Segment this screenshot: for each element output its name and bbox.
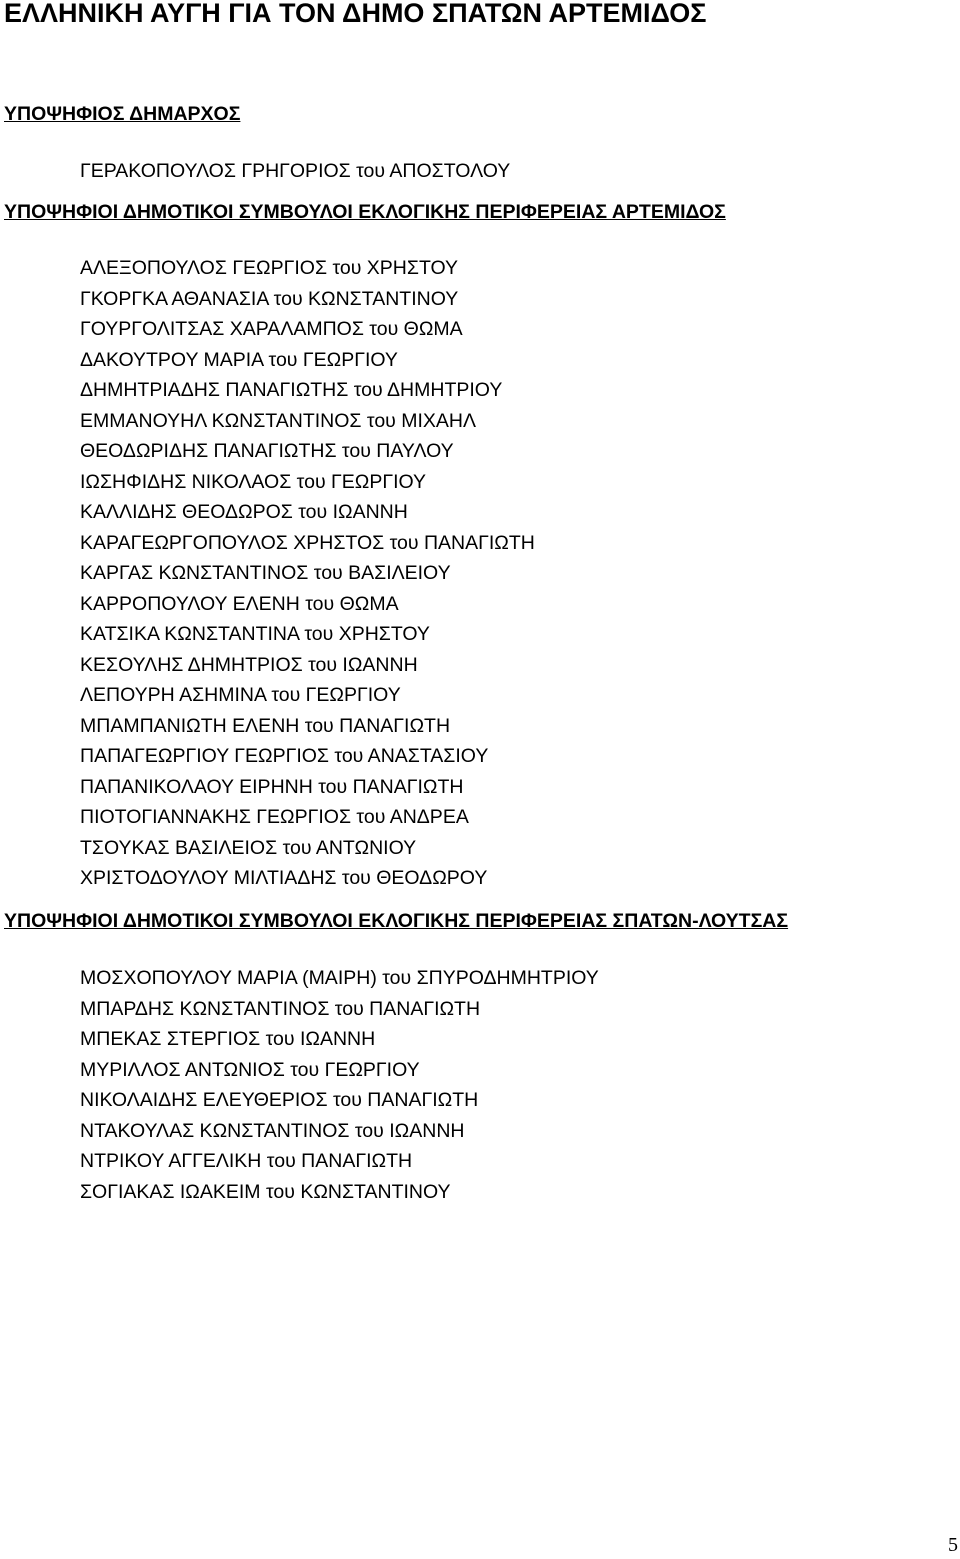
candidate-name: ΚΑΤΣΙΚΑ ΚΩΝΣΤΑΝΤΙΝΑ του ΧΡΗΣΤΟΥ — [80, 623, 430, 645]
candidate-name: ΚΕΣΟΥΛΗΣ ΔΗΜΗΤΡΙΟΣ του ΙΩΑΝΝΗ — [80, 653, 418, 676]
candidate-name: ΣΟΓΙΑΚΑΣ ΙΩΑΚΕΙΜ του ΚΩΝΣΤΑΝΤΙΝΟΥ — [80, 1180, 451, 1203]
candidate-name: ΔΗΜΗΤΡΙΑΔΗΣ ΠΑΝΑΓΙΩΤΗΣ του ΔΗΜΗΤΡΙΟΥ — [80, 379, 503, 401]
candidate-name: ΧΡΙΣΤΟΔΟΥΛΟΥ ΜΙΛΤΙΑΔΗΣ του ΘΕΟΔΩΡΟΥ — [80, 867, 488, 889]
candidate-name: ΑΛΕΞΟΠΟΥΛΟΣ ΓΕΩΡΓΙΟΣ του ΧΡΗΣΤΟΥ — [80, 257, 459, 279]
candidate-name: ΠΙΟΤΟΓΙΑΝΝΑΚΗΣ ΓΕΩΡΓΙΟΣ του ΑΝΔΡΕΑ — [80, 806, 469, 828]
candidate-name: ΓΟΥΡΓΟΛΙΤΣΑΣ ΧΑΡΑΛΑΜΠΟΣ του ΘΩΜΑ — [80, 318, 463, 340]
artemida-section-heading: ΥΠΟΨΗΦΙΟΙ ΔΗΜΟΤΙΚΟΙ ΣΥΜΒΟΥΛΟΙ ΕΚΛΟΓΙΚΗΣ ΠΕΡΙΦΕΡΕΙΑΣ ΑΡΤΕΜΙΔΟΣ — [4, 201, 726, 223]
candidate-name: ΝΤΑΚΟΥΛΑΣ ΚΩΝΣΤΑΝΤΙΝΟΣ του ΙΩΑΝΝΗ — [80, 1119, 465, 1142]
document-title: ΕΛΛΗΝΙΚΗ ΑΥΓΗ ΓΙΑ ΤΟΝ ΔΗΜΟ ΣΠΑΤΩΝ ΑΡΤΕΜΙΔΟΣ — [4, 0, 707, 28]
candidate-name: ΝΙΚΟΛΑΙΔΗΣ ΕΛΕΥΘΕΡΙΟΣ του ΠΑΝΑΓΙΩΤΗ — [80, 1089, 479, 1111]
candidate-name: ΚΑΡΑΓΕΩΡΓΟΠΟΥΛΟΣ ΧΡΗΣΤΟΣ του ΠΑΝΑΓΙΩΤΗ — [80, 531, 535, 554]
candidate-name: ΓΚΟΡΓΚΑ ΑΘΑΝΑΣΙΑ του ΚΩΝΣΤΑΝΤΙΝΟΥ — [80, 287, 459, 310]
candidate-name: ΕΜΜΑΝΟΥΗΛ ΚΩΝΣΤΑΝΤΙΝΟΣ του ΜΙΧΑΗΛ — [80, 409, 477, 432]
candidate-name: ΚΑΛΛΙΔΗΣ ΘΕΟΔΩΡΟΣ του ΙΩΑΝΝΗ — [80, 501, 408, 523]
candidate-name: ΜΥΡΙΛΛΟΣ ΑΝΤΩΝΙΟΣ του ΓΕΩΡΓΙΟΥ — [80, 1058, 420, 1081]
candidate-name: ΠΑΠΑΓΕΩΡΓΙΟΥ ΓΕΩΡΓΙΟΣ του ΑΝΑΣΤΑΣΙΟΥ — [80, 745, 489, 767]
candidate-name: ΤΣΟΥΚΑΣ ΒΑΣΙΛΕΙΟΣ του ΑΝΤΩΝΙΟΥ — [80, 836, 417, 859]
candidate-name: ΚΑΡΡΟΠΟΥΛΟΥ ΕΛΕΝΗ του ΘΩΜΑ — [80, 592, 399, 615]
candidate-name: ΛΕΠΟΥΡΗ ΑΣΗΜΙΝΑ του ΓΕΩΡΓΙΟΥ — [80, 684, 401, 706]
page-number: 5 — [948, 1534, 958, 1556]
candidate-name: ΜΠΑΡΔΗΣ ΚΩΝΣΤΑΝΤΙΝΟΣ του ΠΑΝΑΓΙΩΤΗ — [80, 997, 481, 1020]
candidate-name: ΜΠΑΜΠΑΝΙΩΤΗ ΕΛΕΝΗ του ΠΑΝΑΓΙΩΤΗ — [80, 714, 451, 737]
candidate-name: ΓΕΡΑΚΟΠΟΥΛΟΣ ΓΡΗΓΟΡΙΟΣ του ΑΠΟΣΤΟΛΟΥ — [80, 160, 511, 182]
candidate-name: ΜΠΕΚΑΣ ΣΤΕΡΓΙΟΣ του ΙΩΑΝΝΗ — [80, 1028, 376, 1050]
candidate-name: ΜΟΣΧΟΠΟΥΛΟΥ ΜΑΡΙΑ (ΜΑΙΡΗ) του ΣΠΥΡΟΔΗΜΗΤΡΙΟΥ — [80, 967, 599, 989]
candidate-name: ΙΩΣΗΦΙΔΗΣ ΝΙΚΟΛΑΟΣ του ΓΕΩΡΓΙΟΥ — [80, 470, 427, 493]
candidate-name: ΠΑΠΑΝΙΚΟΛΑΟΥ ΕΙΡΗΝΗ του ΠΑΝΑΓΙΩΤΗ — [80, 775, 464, 798]
spata-section-heading: ΥΠΟΨΗΦΙΟΙ ΔΗΜΟΤΙΚΟΙ ΣΥΜΒΟΥΛΟΙ ΕΚΛΟΓΙΚΗΣ ΠΕΡΙΦΕΡΕΙΑΣ ΣΠΑΤΩΝ-ΛΟΥΤΣΑΣ — [4, 910, 789, 932]
candidate-name: ΔΑΚΟΥΤΡΟΥ ΜΑΡΙΑ του ΓΕΩΡΓΙΟΥ — [80, 348, 398, 371]
candidate-name: ΘΕΟΔΩΡΙΔΗΣ ΠΑΝΑΓΙΩΤΗΣ του ΠΑΥΛΟΥ — [80, 440, 454, 462]
candidate-name: ΝΤΡΙΚΟΥ ΑΓΓΕΛΙΚΗ του ΠΑΝΑΓΙΩΤΗ — [80, 1150, 413, 1172]
mayor-section-heading: ΥΠΟΨΗΦΙΟΣ ΔΗΜΑΡΧΟΣ — [4, 103, 241, 125]
candidate-name: ΚΑΡΓΑΣ ΚΩΝΣΤΑΝΤΙΝΟΣ του ΒΑΣΙΛΕΙΟΥ — [80, 562, 451, 584]
